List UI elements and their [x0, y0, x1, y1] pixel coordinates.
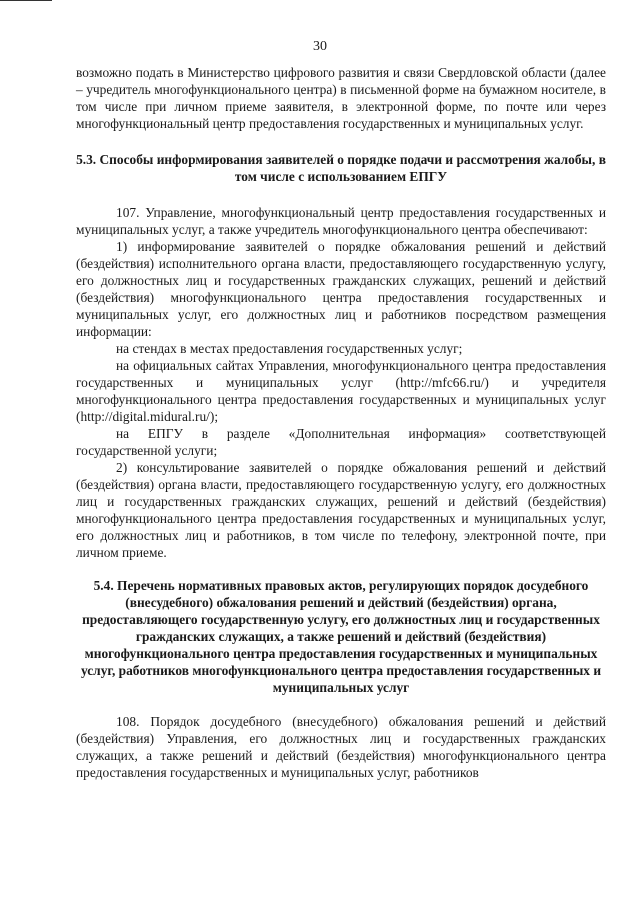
paragraph-107: 107. Управление, многофункциональный центр предоставления государственных и муниципальных услуг, а также учредитель многофункционального центра обеспечивают: — [76, 205, 606, 237]
paragraph-107-item-2: 2) консультирование заявителей о порядке обжалования решений и действий (бездействия) органа власти, предоставляющего государственную услугу, его должностных лиц и государственных гражданских служащих, решений и действий (бездействия) многофункционального центра предоставления государственных и муниципальных услуг, его должностных лиц и работников, в том числе по телефону, электронной почте, при личном приеме. — [76, 460, 606, 560]
page-number: 30 — [313, 39, 327, 54]
paragraph-107-epgu: на ЕПГУ в разделе «Дополнительная информация» соответствующей государственной услуги; — [76, 426, 606, 458]
top-rule — [0, 0, 52, 1]
section-5-4-heading: 5.4. Перечень нормативных правовых актов, регулирующих порядок досудебного (внесудебного) обжалования решений и действий (бездействия) органа, предоставляющего государственную услугу, его должностных лиц и государственных гражданских служащих, а также решений и действий (бездействия) многофункционального центра предоставления государственных и муниципальных услуг, работников многофункционального центра предоставления государственных и муниципальных услуг — [80, 578, 602, 695]
section-5-3-heading: 5.3. Способы информирования заявителей о порядке подачи и рассмотрения жалобы, в том числе с использованием ЕПГУ — [76, 152, 606, 184]
paragraph-107-stands: на стендах в местах предоставления государственных услуг; — [116, 341, 463, 356]
document-body — [76, 64, 606, 781]
paragraph-107-item-1: 1) информирование заявителей о порядке обжалования решений и действий (бездействия) исполнительного органа власти, предоставляющего государственную услугу, его должностных лиц и государственных гражданских служащих, решений и действий (бездействия) многофункционального центра предоставления государственных и муниципальных услуг, его должностных лиц и работников посредством размещения информации: — [76, 239, 606, 339]
intro-paragraph: возможно подать в Министерство цифрового развития и связи Свердловской области (далее – учредитель многофункционального центра) в письменной форме на бумажном носителе, в том числе при личном приеме заявителя, в электронной форме, по почте или через многофункциональный центр предоставления государственных и муниципальных услуг. — [76, 65, 606, 131]
paragraph-107-websites: на официальных сайтах Управления, многофункционального центра предоставления государственных и муниципальных услуг (http://mfc66.ru/) и учредителя многофункционального центра предоставления государственных и муниципальных услуг (http://digital.midural.ru/); — [76, 358, 606, 424]
paragraph-108: 108. Порядок досудебного (внесудебного) обжалования решений и действий (бездействия) Управления, его должностных лиц и государственных гражданских служащих, а также решений и действий (бездействия) многофункционального центра предоставления государственных и муниципальных услуг, работников — [76, 714, 606, 780]
